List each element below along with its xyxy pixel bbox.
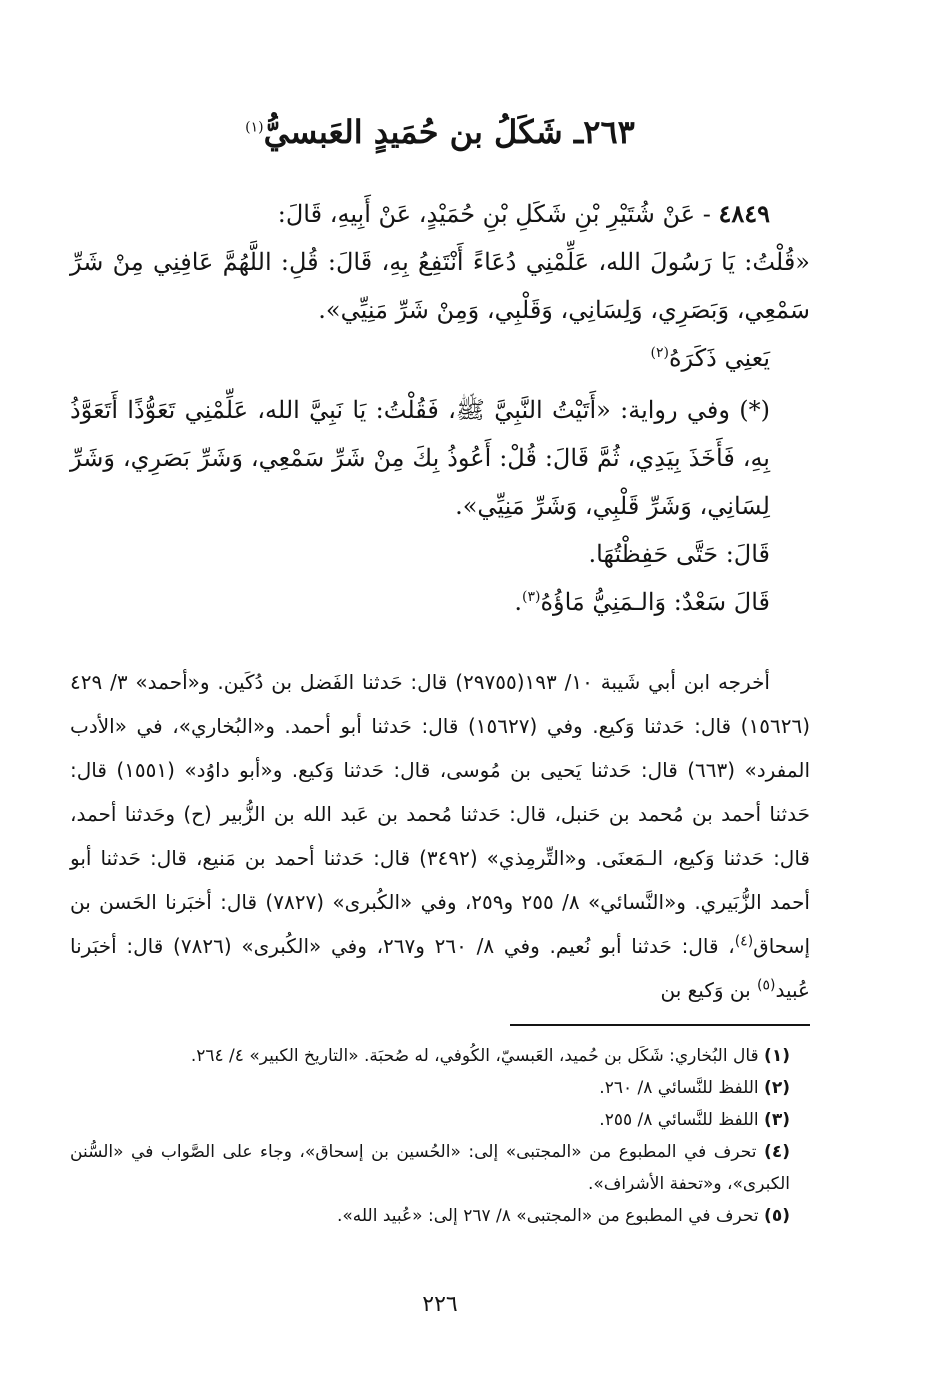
footnote-2 xyxy=(70,1072,810,1104)
footnote-ref-4: (٤) xyxy=(734,933,754,950)
footnote-ref-5: (٥) xyxy=(757,977,776,994)
hadith-block xyxy=(70,190,810,626)
footnote-text: قال البُخاري: شَكَل بن حُميد، العَبسيّ، الكُوفي، له صُحبَة. «التاريخ الكبير» ٤/ ٢٦٤. xyxy=(190,1046,759,1066)
takhrij-part-1: أخرجه ابن أبي شَيبة ١٠/ ١٩٣(٢٩٧٥٥) قال: حَدثنا الفَضل بن دُكَين. و«أحمد» ٣/ ٤٢٩ (١٥٦٢٦) قال: حَدثنا وَكيع. وفي (١٥٦٢٧) قال: حَدثنا أبو أحمد. و«البُخاري»، في «الأدب المفرد» (٦٦٣) قال: حَدثنا يَحيى بن مُوسى، قال: حَدثنا وَكيع. و«أبو داوُد» (١٥٥١) قال: حَدثنا أحمد بن مُحمد بن حَنبل، قال: حَدثنا مُحمد بن عَبد الله بن الزُّبير (ح) وحَدثنا أحمد، قال: حَدثنا وَكيع، الـمَعنَى. و«التِّرمِذي» (٣٤٩٢) قال: حَدثنا أحمد بن مَنيع، قال: حَدثنا أبو أحمد الزُّبَيري. و«النَّسائي» ٨/ ٢٥٥ و٢٥٩، وفي «الكُبرى» (٧٨٢٧) قال: أخبَرنا الحَسن بن إسحاق xyxy=(70,670,811,958)
footnote-number: (٥) xyxy=(764,1206,790,1226)
hadith-matn: «قُلْتُ: يَا رَسُولَ الله، عَلِّمْنِي دُعَاءً أَنْتَفِعُ بِهِ، قَالَ: قُلِ: اللَّهُمَّ عَافِنِي مِنْ شَرِّ سَمْعِي، وَبَصَرِي، وَلِسَانِي، وَقَلْبِي، وَمِنْ شَرِّ مَنِيِّي». xyxy=(70,248,810,324)
footnote-text: اللفظ للنَّسائي ٨/ ٢٥٥. xyxy=(599,1110,759,1130)
page-number: ٢٢٦ xyxy=(422,1292,458,1317)
footnote-divider xyxy=(510,1024,810,1026)
footnote-number: (٤) xyxy=(764,1142,790,1162)
qala-2-text: قَالَ سَعْدٌ: وَالـمَنِيُّ مَاؤُهُ xyxy=(540,588,770,616)
chapter-title xyxy=(70,110,810,154)
takhrij-part-2: ، قال: حَدثنا أبو نُعيم. وفي ٨/ ٢٦٠ و٢٦٧، وفي «الكُبرى» (٧٨٢٦) قال: أخبَرنا عُبيد xyxy=(70,934,810,1002)
footnote-text: اللفظ للنَّسائي ٨/ ٢٦٠. xyxy=(599,1078,759,1098)
hadith-qala-1: قَالَ: حَتَّى حَفِظْتُهَا. xyxy=(588,540,770,568)
footnote-ref-1: (١) xyxy=(245,119,264,136)
footnote-number: (٣) xyxy=(764,1110,790,1130)
takhrij-part-3: بن وَكيع بن xyxy=(660,978,758,1002)
footnote-1 xyxy=(70,1040,810,1072)
hadith-note xyxy=(70,334,810,382)
book-page xyxy=(70,0,810,1380)
takhrij-paragraph xyxy=(70,660,810,1012)
footnote-ref-2: (٢) xyxy=(650,345,669,361)
footnote-number: (٢) xyxy=(764,1078,790,1098)
footnote-5 xyxy=(70,1200,810,1232)
footnote-text: تحرف في المطبوع من «المجتبى» إلى: «الحُسين بن إسحاق»، وجاء على الصَّواب في «السُّنن الكبرى»، و«تحفة الأشراف». xyxy=(70,1142,790,1194)
footnote-3 xyxy=(70,1104,810,1136)
isnad-text: عَنْ شُتَيْرِ بْنِ شَكَلِ بْنِ حُمَيْدٍ، عَنْ أَبِيهِ، قَالَ: xyxy=(277,200,696,228)
hadith-isnad: ٤٨٤٩ - عَنْ شُتَيْرِ بْنِ شَكَلِ بْنِ حُمَيْدٍ، عَنْ أَبِيهِ، قَالَ: xyxy=(277,199,770,228)
chapter-title-text: ٢٦٣ـ شَكَلُ بن حُمَيدٍ العَبسيُّ xyxy=(263,113,635,151)
qala-2-end: . xyxy=(514,588,522,616)
footnote-number: (١) xyxy=(764,1046,790,1066)
footnotes-section xyxy=(70,1040,810,1232)
note-text: يَعنِي ذَكَرَهُ xyxy=(668,344,770,372)
hadith-qala-2 xyxy=(70,578,810,626)
footnote-4 xyxy=(70,1136,810,1200)
hadith-number: ٤٨٤٩ xyxy=(718,199,770,228)
footnote-text: تحرف في المطبوع من «المجتبى» ٨/ ٢٦٧ إلى: «عُبيد الله». xyxy=(337,1206,759,1226)
hadith-riwaya: (*) وفي رواية: «أَتَيْتُ النَّبِيَّ ﷺ، فَقُلْتُ: يَا نَبِيَّ الله، عَلِّمْنِي تَعَوُّذًا أَتَعَوَّذُ بِهِ، فَأَخَذَ بِيَدِي، ثُمَّ قَالَ: قُلْ: أَعُوذُ بِكَ مِنْ شَرِّ سَمْعِي، وَشَرِّ بَصَرِي، وَشَرِّ لِسَانِي، وَشَرِّ قَلْبِي، وَشَرِّ مَنِيِّي». xyxy=(70,396,770,520)
footnote-ref-3: (٣) xyxy=(521,589,541,605)
